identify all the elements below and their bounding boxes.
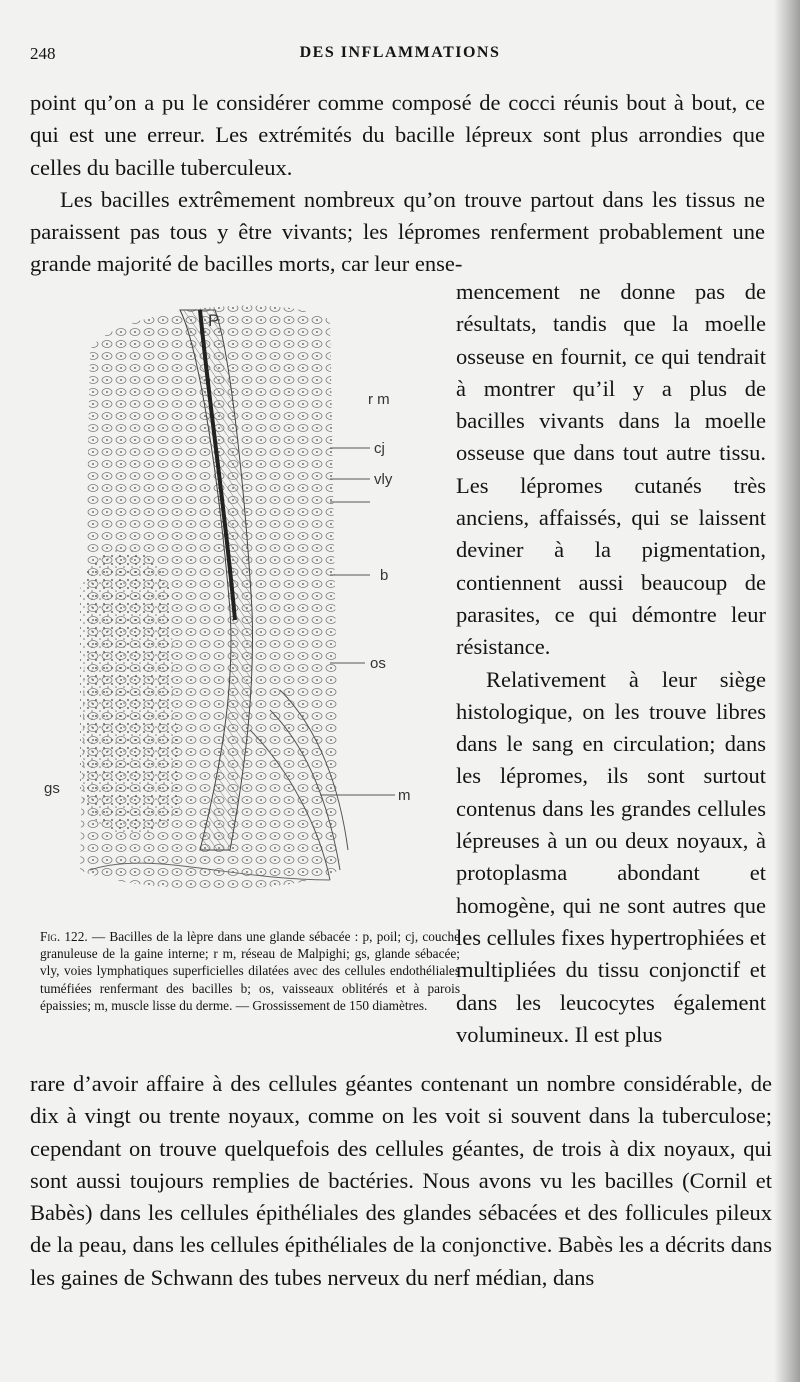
text-block-top <box>30 87 765 281</box>
paragraph-siege-histologique: Relativement à leur siège histologique, on les trouve libres dans le sang en circulation; dans les lépromes, ils sont surtout contenus dans les grandes cellules lépreuses à un ou deux noyaux, à protoplasma abondant et homogène, qui ne sont autres que les cellules fixes hypertrophiées et multipliées du tissu conjonctif et dans les leucocytes également volumineux. Il est plus <box>456 666 766 1047</box>
label-os: os <box>370 655 386 672</box>
paragraph-bacilles-vivants: Les bacilles extrêmement nombreux qu’on trouve partout dans les tissus ne paraissent pas tous y être vivants; les lépromes renferment probablement une grande majorité de bacilles morts, car leur ense- <box>30 186 765 277</box>
paragraph-continuation: point qu’on a pu le considérer comme composé de cocci réunis bout à bout, ce qui est une erreur. Les extrémités du bacille lépreux sont plus arrondies que celles du bacille tuberculeux. <box>30 90 765 180</box>
running-title: DES INFLAMMATIONS <box>299 44 501 61</box>
text-block-bottom <box>30 1068 772 1294</box>
label-rm: r m <box>368 391 390 408</box>
caption-label: Fig. 122. <box>40 929 88 944</box>
label-b: b <box>380 567 389 584</box>
page-header <box>30 44 770 70</box>
label-gs: gs <box>44 780 60 797</box>
paragraph-moelle-osseuse: mencement ne donne pas de résultats, tandis que la moelle osseuse en fournit, ce qui tendrait à montrer qu’il y a plus de bacilles vivants dans la moelle osseuse que dans tout autre tissu. Les lépromes cutanés très anciens, affaissés, qui se laissent deviner à la pigmentation, contiennent aussi beaucoup de parasites, ce qui démontre leur résistance. <box>456 279 766 660</box>
text-block-side <box>456 276 766 1051</box>
label-cj: cj <box>374 440 385 457</box>
page-number: 248 <box>30 44 56 63</box>
histology-drawing <box>30 290 450 920</box>
label-p: P <box>208 311 220 330</box>
label-vly: vly <box>374 471 393 488</box>
paragraph-cellules-geantes: rare d’avoir affaire à des cellules géantes contenant un nombre considérable, de dix à vingt ou trente noyaux, comme on les voit si souvent dans la tuberculose; cependant on trouve quelquefois des cellules géantes, de trois à dix noyaux, qui sont aussi toujours remplies de bactéries. Nous avons vu les bacilles (Cornil et Babès) dans les cellules épithéliales des glandes sébacées et des follicules pileux de la peau, dans les cellules épithéliales de la conjonctive. Babès les a décrits dans les gaines de Schwann des tubes nerveux du nerf médian, dans <box>30 1071 772 1290</box>
label-m: m <box>398 787 411 804</box>
figure-122-illustration <box>30 290 450 920</box>
caption-text: — Bacilles de la lèpre dans une glande sébacée : p, poil; cj, couche granuleuse de la gaine interne; r m, réseau de Malpighi; gs, glande sébacée; vly, voies lymphatiques superficielles dilatées avec des cellules endothéliales tuméfiées renfermant des bacilles b; os, vaisseaux oblitérés et à parois épaissies; m, muscle lisse du derme. — Grossissement de 150 diamètres. <box>40 929 460 1013</box>
figure-caption <box>40 928 460 1014</box>
page-edge-shadow <box>774 0 800 1382</box>
